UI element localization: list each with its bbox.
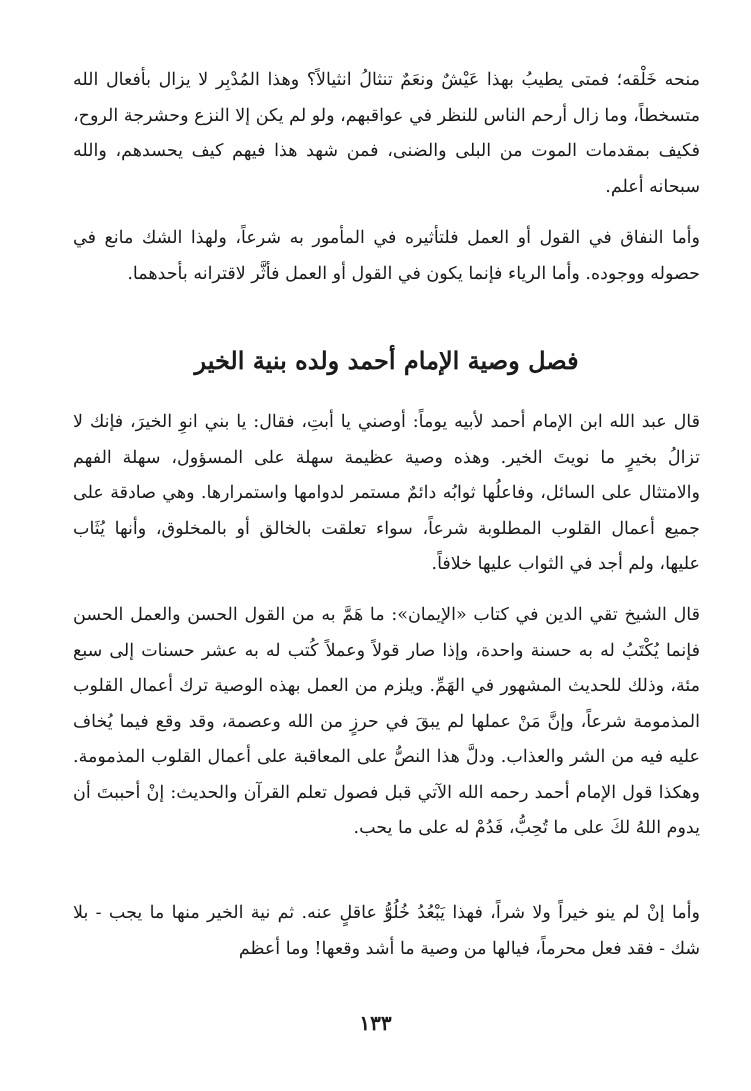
paragraph-5: وأما إنْ لم ينو خيراً ولا شراً، فهذا يَبْعُدُ خُلُوُّ عاقلٍ عنه. ثم نية الخير منها ما يجب - بلا شك - فقد فعل محرماً، فيالها من وصية ما أشد وقعها! وما أعظم	[73, 903, 700, 959]
paragraph-1: منحه خَلْقه؛ فمتى يطيبُ بهذا عَيْشٌ ونعَمٌ تنثالُ انثيالاً؟ وهذا المُدْبِر لا يزال بأفعال الله متسخطاً، وما زال أرحم الناس للنظر في عواقبهم، ولو لم يكن إلا النزع وحشرجة الروح، فكيف بمقدمات الموت من البلى والضنى، فمن شهد هذا فيهم كيف يحسدهم، والله سبحانه أعلم.	[73, 70, 700, 197]
paragraph-2: وأما النفاق في القول أو العمل فلتأثيره في المأمور به شرعاً، ولهذا الشك مانع في حصوله ووجوده. وأما الرياء فإنما يكون في القول أو العمل فأثَّر لاقترانه بأحدهما.	[73, 228, 700, 284]
paragraph-3: قال عبد الله ابن الإمام أحمد لأبيه يوماً: أوصني يا أبتِ، فقال: يا بني انوِ الخيرَ، فإنك لا تزالُ بخيرٍ ما نويتَ الخير. وهذه وصية عظيمة سهلة على المسؤول، سهلة الفهم والامتثال على السائل، وفاعلُها ثوابُه دائمٌ مستمر لدوامها واستمرارها. وهي صادقة على جميع أعمال القلوب المطلوبة شرعاً، سواء تعلقت بالخالق أو بالمخلوق، وأنها يُثَاب عليها، ولم أجد في الثواب عليها خلافاً.	[73, 412, 700, 574]
paragraph-4: قال الشيخ تقي الدين في كتاب «الإيمان»: ما هَمَّ به من القول الحسن والعمل الحسن فإنما يُكْتَبُ له به حسنة واحدة، وإذا صار قولاً وعملاً كُتب له به عشر حسنات إلى سبع مئة، وذلك للحديث المشهور في الهَمِّ. ويلزم من العمل بهذه الوصية ترك أعمال القلوب المذمومة شرعاً، وإنَّ مَنْ عملها لم يبقَ في حرزٍ من الله وعصمة، وقد وقع فيما يُخاف عليه فيه من الشر والعذاب. ودلَّ هذا النصُّ على المعاقبة على أعمال القلوب المذمومة. وهكذا قول الإمام أحمد رحمه الله الآتي قبل فصول تعلم القرآن والحديث: إنْ أحببتَ أن يدوم اللهُ لكَ على ما تُحِبُّ، فَدُمْ له على ما يحب.	[73, 605, 700, 838]
section-heading: فصل وصية الإمام أحمد ولده بنية الخير	[194, 346, 579, 375]
page-number: ١٣٣	[359, 1011, 392, 1035]
